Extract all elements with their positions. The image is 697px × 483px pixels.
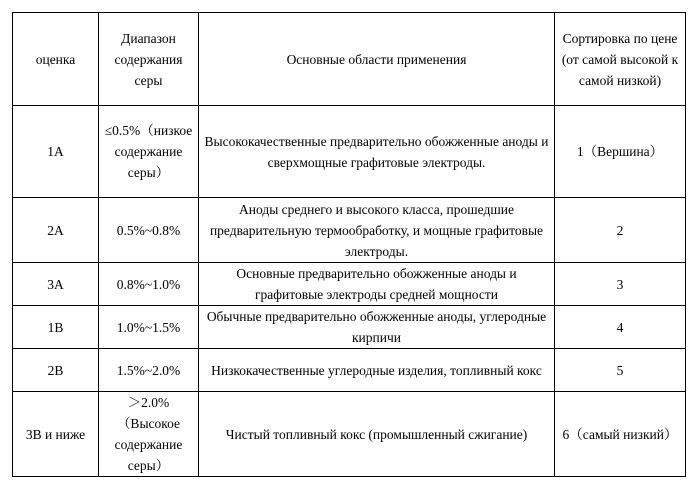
header-price-rank: Сортировка по цене (от самой высокой к самой низкой) xyxy=(555,13,686,106)
rank-cell: 2 xyxy=(555,198,686,263)
application-cell: Основные предварительно обожженные аноды и графитовые электроды средней мощности xyxy=(199,263,555,306)
grade-cell: 1A xyxy=(13,106,99,198)
rank-cell: 4 xyxy=(555,306,686,349)
grade-cell: 1B xyxy=(13,306,99,349)
table-row xyxy=(13,198,686,263)
header-sulfur-range: Диапазон содержания серы xyxy=(99,13,199,106)
grade-cell: 3A xyxy=(13,263,99,306)
sulfur-cell: ＞2.0%（Высокое содержание серы） xyxy=(99,392,199,477)
sulfur-cell: ≤0.5%（низкое содержание серы） xyxy=(99,106,199,198)
petroleum-coke-grade-table xyxy=(12,12,686,477)
rank-cell: 1（Вершина） xyxy=(555,106,686,198)
application-cell: Низкокачественные углеродные изделия, топливный кокс xyxy=(199,349,555,392)
table-row xyxy=(13,349,686,392)
table-row xyxy=(13,392,686,477)
table-row xyxy=(13,306,686,349)
sulfur-cell: 1.5%~2.0% xyxy=(99,349,199,392)
grade-cell: 2A xyxy=(13,198,99,263)
header-row xyxy=(13,13,686,106)
application-cell: Высококачественные предварительно обожженные аноды и сверхмощные графитовые электроды. xyxy=(199,106,555,198)
sulfur-cell: 1.0%~1.5% xyxy=(99,306,199,349)
grade-cell: 3B и ниже xyxy=(13,392,99,477)
application-cell: Обычные предварительно обожженные аноды, углеродные кирпичи xyxy=(199,306,555,349)
application-cell: Чистый топливный кокс (промышленный сжигание) xyxy=(199,392,555,477)
header-application: Основные области применения xyxy=(199,13,555,106)
sulfur-cell: 0.5%~0.8% xyxy=(99,198,199,263)
rank-cell: 6（самый низкий） xyxy=(555,392,686,477)
sulfur-cell: 0.8%~1.0% xyxy=(99,263,199,306)
table-row xyxy=(13,263,686,306)
grade-cell: 2B xyxy=(13,349,99,392)
table-row xyxy=(13,106,686,198)
rank-cell: 3 xyxy=(555,263,686,306)
application-cell: Аноды среднего и высокого класса, прошедшие предварительную термообработку, и мощные графитовые электроды. xyxy=(199,198,555,263)
header-grade: оценка xyxy=(13,13,99,106)
rank-cell: 5 xyxy=(555,349,686,392)
